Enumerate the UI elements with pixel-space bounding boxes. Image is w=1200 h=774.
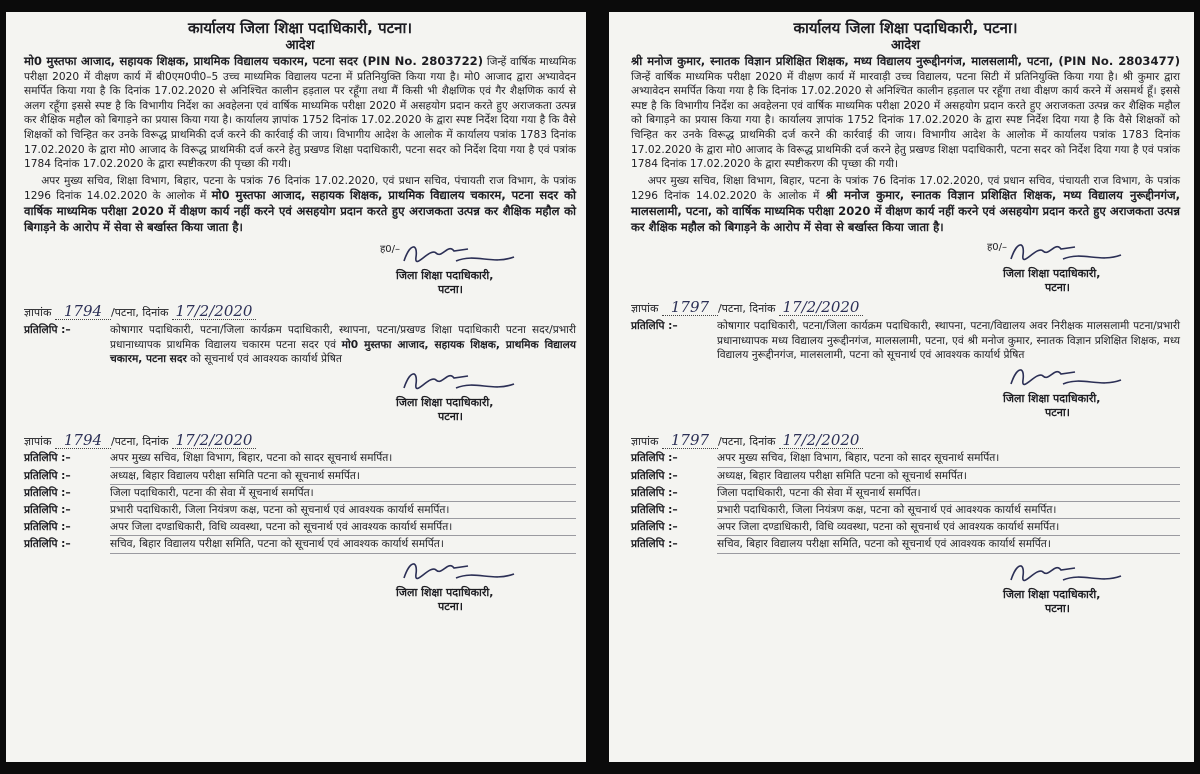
memo-date: 17/2/2020 bbox=[172, 432, 256, 449]
office-heading: कार्यालय जिला शिक्षा पदाधिकारी, पटना। bbox=[793, 19, 1018, 37]
list-item: प्रतिलिपि :– अपर मुख्य सचिव, शिक्षा विभाग, बिहार, पटना को सादर सूचनार्थ समर्पित। bbox=[631, 451, 1180, 467]
memo-line-1 bbox=[631, 299, 1180, 317]
signature-city: पटना। bbox=[438, 283, 463, 297]
copy-to-1 bbox=[631, 319, 1180, 362]
copy-text-bold: मो0 मुस्तफा आजाद, सहायक शिक्षक, प्राथमिक विद्यालय चकारम, पटना सदर bbox=[110, 338, 576, 365]
signature-block-2 bbox=[1003, 362, 1193, 420]
signature-block-2 bbox=[396, 366, 586, 424]
list-item: प्रतिलिपि :– अध्यक्ष, बिहार विद्यालय परीक्षा समिति पटना को सूचनार्थ समर्पित। bbox=[631, 469, 1180, 485]
order-paragraph-2 bbox=[631, 174, 1180, 235]
memo-line-1 bbox=[24, 303, 576, 321]
dismissal-statement: मो0 मुस्तफा आजाद, सहायक शिक्षक, प्राथमिक विद्यालय चकारम, पटना सदर को वार्षिक माध्यमिक परीक्षा 2020 में वीक्षण कार्य नहीं करने एवं असहयोग प्रदान करते हुए अराजकता उत्पन्न कर शैक्षिक महौल को बिगाड़ने के आरोप में सेवा से बर्खास्त किया जाता है। bbox=[24, 188, 576, 234]
signature-title: जिला शिक्षा पदाधिकारी, bbox=[396, 269, 494, 283]
copy-text-post: को सूचनार्थ एवं आवश्यक कार्यार्थ प्रेषित bbox=[190, 352, 342, 365]
list-item: प्रतिलिपि :– जिला पदाधिकारी, पटना की सेवा में सूचनार्थ समर्पित। bbox=[24, 486, 576, 502]
signature-city: पटना। bbox=[438, 599, 463, 613]
memo-label: ज्ञापांक bbox=[631, 435, 659, 449]
copy-text: कोषागार पदाधिकारी, पटना/जिला कार्यक्रम पदाधिकारी, स्थापना, पटना/विद्यालय अवर निरीक्षक मालसलामी पटना/प्रभारी प्रधानाध्यापक मध्य विद्यालय नुरूद्दीनगंज, मालसलामी, पटना, एवं श्री मनोज कुमार, स्नातक विज्ञान प्रशिक्षित शिक्षक, मध्य विद्यालय नुरूद्दीनगंज, मालसलामी, पटना को सूचनार्थ एवं आवश्यक कार्यार्थ प्रेषित bbox=[717, 320, 1180, 361]
memo-place-date: /पटना, दिनांक bbox=[717, 302, 776, 316]
memo-number: 1794 bbox=[55, 432, 111, 449]
list-item: प्रतिलिपि :– अपर जिला दण्डाधिकारी, विधि व्यवस्था, पटना को सूचनार्थ एवं आवश्यक कार्यार्थ समर्पित। bbox=[631, 520, 1180, 536]
signature-title: जिला शिक्षा पदाधिकारी, bbox=[1003, 392, 1101, 406]
teacher-name-lead: मो0 मुस्तफा आजाद, सहायक शिक्षक, प्राथमिक विद्यालय चकारम, पटना सदर (PIN No. 2803722) bbox=[24, 54, 484, 68]
memo-number: 1797 bbox=[662, 432, 718, 449]
memo-number: 1794 bbox=[55, 303, 111, 320]
copy-to-1 bbox=[24, 323, 576, 366]
copy-list bbox=[631, 451, 1180, 553]
copy-label: प्रतिलिपि :– bbox=[631, 320, 678, 333]
memo-place-date: /पटना, दिनांक bbox=[717, 435, 776, 449]
memo-date: 17/2/2020 bbox=[779, 299, 863, 316]
order-title: आदेश bbox=[285, 38, 315, 53]
handwritten-signature-icon bbox=[1003, 362, 1143, 392]
memo-line-2 bbox=[24, 432, 576, 450]
office-heading: कार्यालय जिला शिक्षा पदाधिकारी, पटना। bbox=[187, 19, 413, 37]
list-item: प्रतिलिपि :– अध्यक्ष, बिहार विद्यालय परीक्षा समिति पटना को सूचनार्थ समर्पित। bbox=[24, 469, 576, 485]
signed-mark: ह0/– bbox=[987, 242, 1008, 254]
dismissal-statement: श्री मनोज कुमार, स्नातक विज्ञान प्रशिक्षित शिक्षक, मध्य विद्यालय नुरूद्दीनगंज, मालसलामी, पटना, को वार्षिक माध्यमिक परीक्षा 2020 में वीक्षण कार्य नहीं करने एवं असहयोग प्रदान करते हुए अराजकता उत्पन्न कर शैक्षिक महौल को बिगाड़ने के आरोप में सेवा से बर्खास्त किया जाता है। bbox=[631, 188, 1180, 234]
right-order-document bbox=[609, 12, 1194, 762]
copy-label: प्रतिलिपि :– bbox=[24, 324, 71, 337]
memo-place-date: /पटना, दिनांक bbox=[110, 435, 169, 449]
signature-block-1 bbox=[987, 237, 1193, 295]
left-order-document bbox=[6, 12, 586, 762]
memo-place-date: /पटना, दिनांक bbox=[110, 306, 169, 320]
teacher-name-lead: श्री मनोज कुमार, स्नातक विज्ञान प्रशिक्षित शिक्षक, मध्य विद्यालय नुरूद्दीनगंज, मालसलामी, पटना, (PIN No. 2803477) bbox=[631, 54, 1180, 68]
signature-title: जिला शिक्षा पदाधिकारी, bbox=[396, 396, 494, 410]
copy-list bbox=[24, 451, 576, 553]
memo-number: 1797 bbox=[662, 299, 718, 316]
handwritten-signature-icon bbox=[396, 239, 536, 269]
paragraph-2-start: अपर मुख्य सचिव, शिक्षा विभाग, बिहार, पटना के पत्रांक 76 दिनांक 17.02.2020, एवं प्रधान सचिव, पंचायती राज विभाग, के पत्रांक 1296 दिनांक 14.02.2020 के आलोक में bbox=[631, 174, 1180, 203]
paragraph-2-start: अपर मुख्य सचिव, शिक्षा विभाग, बिहार, पटना के पत्रांक 76 दिनांक 17.02.2020, एवं प्रधान सचिव, पंचायती राज विभाग, के पत्रांक 1296 दिनांक 14.02.2020 के आलोक में bbox=[24, 174, 576, 203]
memo-date: 17/2/2020 bbox=[172, 303, 256, 320]
list-item: प्रतिलिपि :– प्रभारी पदाधिकारी, जिला नियंत्रण कक्ष, पटना को सूचनार्थ एवं आवश्यक कार्यार्थ समर्पित। bbox=[631, 503, 1180, 519]
list-item: प्रतिलिपि :– जिला पदाधिकारी, पटना की सेवा में सूचनार्थ समर्पित। bbox=[631, 486, 1180, 502]
order-paragraph-2 bbox=[24, 174, 576, 235]
list-item: प्रतिलिपि :– सचिव, बिहार विद्यालय परीक्षा समिति, पटना को सूचनार्थ एवं आवश्यक कार्यार्थ समर्पित। bbox=[24, 537, 576, 553]
list-item: प्रतिलिपि :– अपर मुख्य सचिव, शिक्षा विभाग, बिहार, पटना को सादर सूचनार्थ समर्पित। bbox=[24, 451, 576, 467]
handwritten-signature-icon bbox=[1003, 558, 1143, 588]
handwritten-signature-icon bbox=[1003, 237, 1143, 267]
copy-text-pre: कोषागार पदाधिकारी, पटना/जिला कार्यक्रम पदाधिकारी, स्थापना, पटना/प्रखण्ड शिक्षा पदाधिकारी पटना सदर/प्रभारी प्रधानाध्यापक प्राथमिक विद्यालय चकारम पटना सदर एवं bbox=[110, 324, 576, 351]
signature-block-3 bbox=[1003, 558, 1193, 616]
list-item: प्रतिलिपि :– सचिव, बिहार विद्यालय परीक्षा समिति, पटना को सूचनार्थ एवं आवश्यक कार्यार्थ समर्पित। bbox=[631, 537, 1180, 553]
signature-block-3 bbox=[396, 556, 586, 614]
memo-label: ज्ञापांक bbox=[24, 306, 52, 320]
signed-mark: ह0/– bbox=[380, 244, 401, 256]
order-title: आदेश bbox=[890, 38, 921, 53]
paragraph-1-body: जिन्हें वार्षिक माध्यमिक परीक्षा 2020 में वीक्षण कार्य में बी0एम0पी0–5 उच्च माध्यमिक विद्यालय पटना में प्रतिनियुक्ति किया गया है। मो0 आजाद द्वारा अभ्यावेदन समर्पित किया गया है कि दिनांक 17.02.2020 से अनिश्चित कालीन हड़ताल पर रहूँगा तथा मैं किसी भी शैक्षणिक एवं गैर शैक्षणिक कार्य से अलग रहूँगा इससे स्पष्ट है कि विभागीय निर्देश का अवहेलना एवं वार्षिक माध्यमिक परीक्षा 2020 में असहयोग प्रदान करते हुए अराजकता उत्पन्न कर शैक्षिक महौल को बिगाड़ने का प्रयास किया गया है। कार्यालय ज्ञापांक 1752 दिनांक 17.02.2020 के द्वारा स्पष्ट निर्देश दिया गया है कि वैसे शिक्षकों को चिन्हित कर उनके विरूद्ध प्राथमिकी दर्ज करने की कार्रवाई की जाय। विभागीय आदेश के आलोक में कार्यालय पत्रांक 1783 दिनांक 17.02.2020 के द्वारा मो0 आजाद के विरूद्ध प्राथमिकी दर्ज करने हेतु प्रखण्ड शिक्षा पदाधिकारी, पटना सदर को निर्देश दिया गया है एवं पत्रांक 1784 दिनांक 17.02.2020 के द्वारा स्पष्टीकरण की पृच्छा की गयी। bbox=[24, 56, 576, 171]
signature-title: जिला शिक्षा पदाधिकारी, bbox=[396, 585, 494, 599]
list-item: प्रतिलिपि :– अपर जिला दण्डाधिकारी, विधि व्यवस्था, पटना को सूचनार्थ एवं आवश्यक कार्यार्थ समर्पित। bbox=[24, 520, 576, 536]
signature-title: जिला शिक्षा पदाधिकारी, bbox=[1003, 587, 1101, 601]
memo-label: ज्ञापांक bbox=[631, 302, 659, 316]
order-paragraph-1 bbox=[631, 54, 1180, 172]
handwritten-signature-icon bbox=[396, 366, 536, 396]
handwritten-signature-icon bbox=[396, 556, 536, 586]
memo-label: ज्ञापांक bbox=[24, 435, 52, 449]
memo-line-2 bbox=[631, 432, 1180, 450]
order-paragraph-1 bbox=[24, 54, 576, 172]
signature-block-1 bbox=[380, 239, 586, 297]
signature-title: जिला शिक्षा पदाधिकारी, bbox=[1003, 267, 1101, 281]
signature-city: पटना। bbox=[1045, 601, 1070, 615]
signature-city: पटना। bbox=[438, 410, 463, 424]
signature-city: पटना। bbox=[1045, 281, 1070, 295]
paragraph-1-body: जिन्हें वार्षिक माध्यमिक परीक्षा 2020 में वीक्षण कार्य में मारवाड़ी उच्च विद्यालय, पटना सिटी में प्रतिनियुक्ति किया गया है। श्री कुमार द्वारा अभ्यावेदन समर्पित किया गया है कि दिनांक 17.02.2020 से अनिश्चित कालीन हड़ताल पर रहूँगा तथा वीक्षण कार्य करने में असमर्थ हूँ। इससे स्पष्ट है कि विभागीय निर्देश का अवहेलना एवं वार्षिक माध्यमिक परीक्षा 2020 में असहयोग प्रदान करते हुए अराजकता उत्पन्न कर शैक्षिक महौल को बिगाड़ने का प्रयास किया गया है। कार्यालय ज्ञापांक 1752 दिनांक 17.02.2020 के द्वारा स्पष्ट निर्देश दिया गया है कि वैसे शिक्षकों को चिन्हित कर उनके विरूद्ध प्राथमिकी दर्ज करने की कार्रवाई की जाय। विभागीय आदेश के आलोक में कार्यालय पत्रांक 1783 दिनांक 17.02.2020 के द्वारा मो0 आजाद के विरूद्ध प्राथमिकी दर्ज करने हेतु प्रखण्ड शिक्षा पदाधिकारी, पटना सदर को निर्देश दिया गया है एवं पत्रांक 1784 दिनांक 17.02.2020 के द्वारा स्पष्टीकरण की पृच्छा की गयी। bbox=[631, 70, 1180, 171]
signature-city: पटना। bbox=[1045, 406, 1070, 420]
list-item: प्रतिलिपि :– प्रभारी पदाधिकारी, जिला नियंत्रण कक्ष, पटना को सूचनार्थ एवं आवश्यक कार्यार्थ समर्पित। bbox=[24, 503, 576, 519]
memo-date: 17/2/2020 bbox=[779, 432, 863, 449]
